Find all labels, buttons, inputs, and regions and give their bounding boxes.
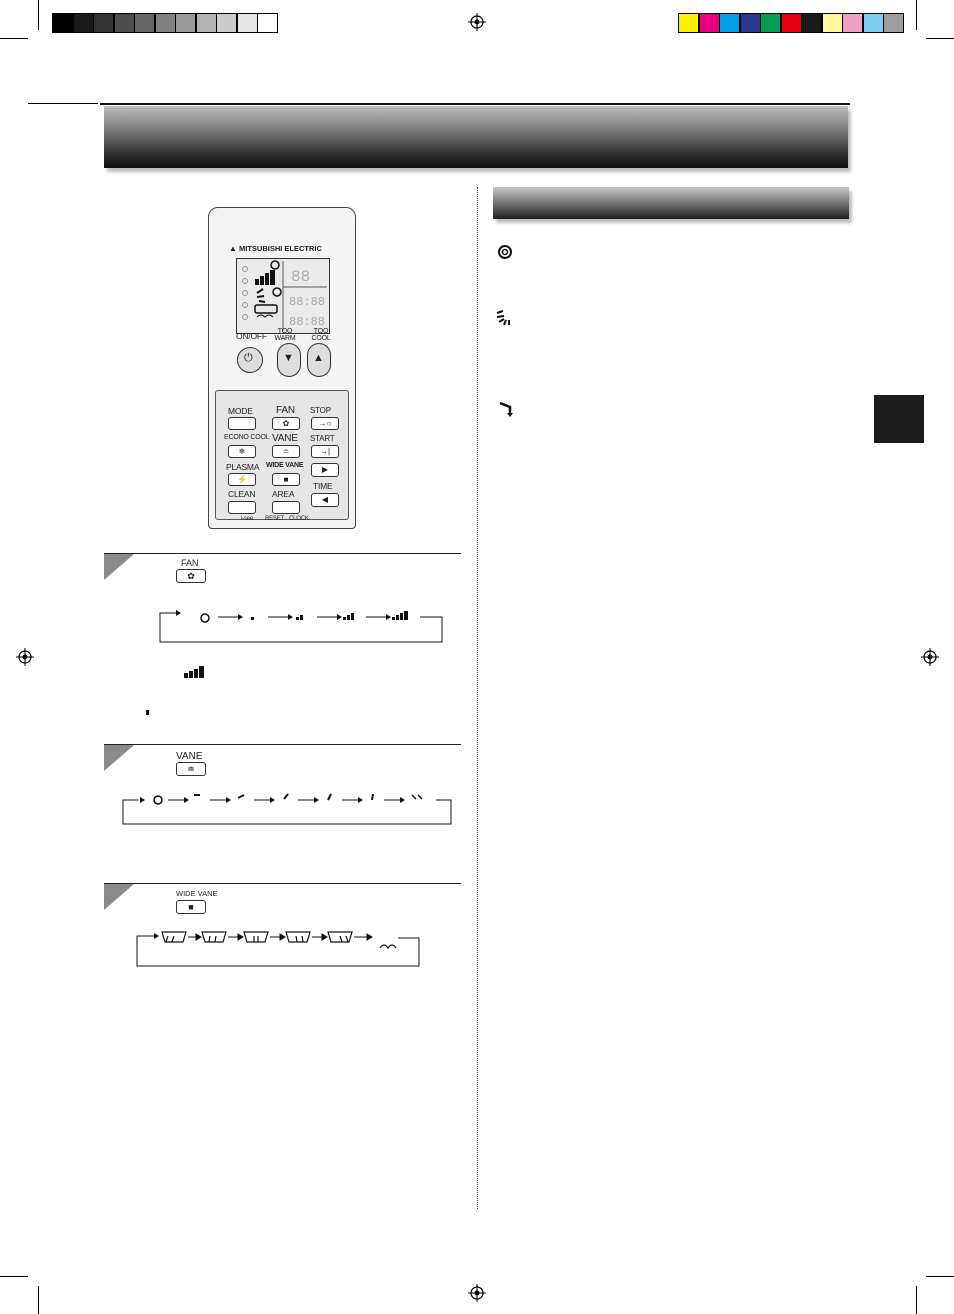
svg-text:88:88: 88:88 (289, 295, 326, 309)
play-left-icon: ◀ (321, 495, 329, 504)
top-rule (100, 103, 850, 105)
color-swatch (822, 13, 843, 33)
fan-sequence-diagram (150, 605, 450, 645)
color-swatch (52, 13, 73, 33)
play-right-icon: ▶ (321, 465, 329, 474)
wide-vane-button-caption: WIDE VANE (176, 889, 218, 898)
remote-controller (208, 207, 356, 529)
onoff-button[interactable] (237, 347, 263, 373)
vane-section-marker (104, 745, 134, 771)
color-swatch (863, 13, 884, 33)
color-swatch (740, 13, 761, 33)
time-back-button[interactable] (311, 493, 339, 507)
color-swatch (196, 13, 217, 33)
registration-mark-icon (921, 648, 939, 666)
start-label: START (310, 434, 335, 443)
vane-swing-icon (495, 309, 513, 327)
color-swatch (134, 13, 155, 33)
power-icon: ⏻ (244, 352, 253, 364)
triangle-up-icon: ▲ (313, 352, 324, 364)
plasma-button[interactable] (228, 473, 256, 486)
lightning-icon: ⚡ (237, 475, 247, 484)
fan-button-caption: FAN (181, 558, 199, 568)
vane-section-rule (104, 744, 461, 745)
vane-button-caption: VANE (176, 751, 203, 762)
fan-button[interactable] (272, 417, 300, 430)
color-swatch (175, 13, 196, 33)
wide-vane-section-rule (104, 883, 461, 884)
color-swatch (883, 13, 904, 33)
vane-button[interactable] (272, 445, 300, 458)
vane-swing-icon: ≐ (282, 447, 290, 456)
vane-button-illustration (176, 762, 206, 776)
title-band (104, 106, 848, 168)
color-swatch (73, 13, 94, 33)
econo-cool-button[interactable] (228, 445, 256, 458)
too-warm-label: TOO WARM (274, 328, 296, 342)
vane-swing-icon: ≐ (187, 764, 195, 774)
wide-vane-button[interactable] (272, 473, 300, 486)
clean-button[interactable] (228, 501, 256, 514)
time-forward-button[interactable] (311, 463, 339, 477)
registration-mark-icon (16, 648, 34, 666)
brand-logo: ▲ MITSUBISHI ELECTRIC (229, 244, 322, 253)
plasma-label: PLASMA (226, 462, 260, 472)
registration-mark-icon (468, 13, 486, 31)
wide-vane-icon: ■ (283, 475, 289, 484)
swirl-icon (497, 244, 513, 260)
color-swatch (781, 13, 802, 33)
triangle-down-icon: ▼ (283, 352, 294, 364)
area-button[interactable] (272, 501, 300, 514)
color-swatch (257, 13, 278, 33)
time-label: TIME (313, 481, 333, 491)
wide-vane-sequence-diagram (132, 926, 424, 970)
wide-vane-button-illustration (176, 900, 206, 914)
column-divider (477, 187, 478, 1209)
reset-label: RESET (265, 516, 285, 522)
mode-button[interactable] (228, 417, 256, 430)
color-swatch (719, 13, 740, 33)
too-cool-label: TOO COOL (311, 328, 331, 342)
vane-label: VANE (272, 433, 298, 444)
color-swatch (114, 13, 135, 33)
color-swatch (760, 13, 781, 33)
stop-label: STOP (310, 406, 331, 415)
color-swatch (237, 13, 258, 33)
area-label: AREA (272, 489, 295, 499)
temp-down-button[interactable] (277, 343, 301, 377)
color-swatch (678, 13, 699, 33)
wide-vane-section-marker (104, 884, 134, 910)
color-swatch (216, 13, 237, 33)
color-swatch (93, 13, 114, 33)
i-see-label: i-see (241, 516, 254, 522)
fan-button-illustration (176, 569, 206, 583)
clock-label: CLOCK (289, 516, 309, 522)
wide-vane-icon: ■ (188, 902, 194, 912)
svg-text:88: 88 (291, 268, 311, 286)
registration-mark-icon (468, 1284, 486, 1302)
subheading-band (493, 187, 849, 219)
lcd-segments (237, 259, 329, 333)
wide-vane-label: WIDE VANE (266, 462, 304, 469)
fan-section-rule (104, 553, 461, 554)
color-swatch (801, 13, 822, 33)
fan-label: FAN (276, 405, 295, 416)
corner-arrow-icon (498, 401, 514, 417)
vane-sequence-diagram (118, 790, 458, 826)
fan-level-max-icon (184, 665, 208, 679)
onoff-label: ON/OFF (236, 331, 267, 341)
fan-level-min-icon (146, 708, 152, 716)
lcd-display (236, 258, 330, 334)
svg-text:88:88: 88:88 (289, 315, 326, 329)
temp-up-button[interactable] (307, 343, 331, 377)
timer-start-button[interactable]: →| (311, 445, 339, 458)
color-swatch (842, 13, 863, 33)
chapter-tab (874, 395, 924, 443)
color-swatch (155, 13, 176, 33)
lower-button-panel (215, 390, 349, 520)
clean-label: CLEAN (228, 489, 256, 499)
econo-cool-label: ECONO COOL (224, 434, 270, 441)
timer-stop-button[interactable]: →○ (311, 417, 339, 430)
snowflake-icon: ❄ (238, 447, 246, 456)
color-swatch (699, 13, 720, 33)
mode-label: MODE (228, 406, 253, 416)
fan-icon: ✿ (187, 571, 195, 581)
fan-section-marker (104, 554, 134, 580)
fan-icon: ✿ (282, 419, 290, 428)
